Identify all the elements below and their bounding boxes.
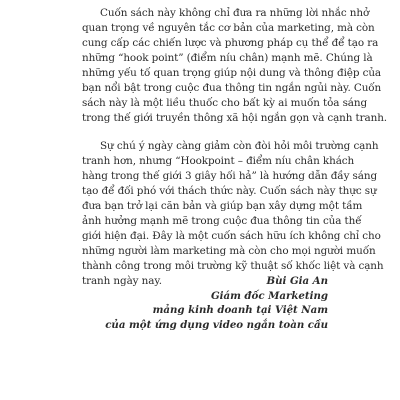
paragraph-1: [82, 6, 387, 126]
text-line: quan trọng về nguyên tắc cơ bản của marketing, mà còn: [82, 22, 375, 34]
author-name: Bùi Gia An: [266, 275, 328, 287]
author-signature: [105, 274, 328, 332]
text-line: tranh hơn, nhưng “Hookpoint – điểm níu chân khách: [82, 155, 355, 167]
text-line: thành công trong môi trường kỹ thuật số khốc liệt và cạnh: [82, 260, 384, 272]
text-line: giới hiện đại. Đây là một cuốn sách hữu ích không chỉ cho: [82, 230, 381, 242]
paragraph-2: [82, 139, 384, 289]
text-line: Sự chú ý ngày càng giảm còn đòi hỏi môi trường cạnh: [100, 140, 379, 152]
text-line: hàng trong thế giới 3 giây hối hả” là hướng dẫn đầy sáng: [82, 170, 378, 182]
author-affiliation-line-1: mảng kinh doanh tại Việt Nam: [152, 304, 328, 316]
text-line: đưa bạn trở lại căn bản và giúp bạn xây dựng một tầm: [82, 200, 363, 212]
text-line: Cuốn sách này không chỉ đưa ra những lời nhắc nhở: [100, 7, 370, 19]
author-affiliation-line-2: của một ứng dụng video ngắn toàn cầu: [105, 318, 328, 331]
text-line: sách này là một liều thuốc cho bất kỳ ai muốn tỏa sáng: [82, 97, 368, 109]
text-line: những “hook point” (điểm níu chân) mạnh mẽ. Chúng là: [82, 52, 373, 64]
author-title: Giám đốc Marketing: [210, 289, 328, 302]
paragraph-spacer: [82, 126, 337, 139]
text-line: trong thế giới truyền thông xã hội ngắn gọn và cạnh tranh.: [82, 112, 387, 124]
text-line: bạn nổi bật trong cuộc đua thông tin ngắn ngủi này. Cuốn: [82, 82, 382, 94]
text-line: ảnh hưởng mạnh mẽ trong cuộc đua thông tin của thế: [82, 215, 362, 227]
text-line: tạo để đối phó với thách thức này. Cuốn sách này thực sự: [82, 185, 377, 197]
text-line: tranh ngày nay.: [82, 275, 162, 287]
text-line: cung cấp các chiến lược và phương pháp cụ thể để tạo ra: [82, 37, 379, 49]
text-line: những người làm marketing mà còn cho mọi người muốn: [82, 245, 376, 257]
text-line: những yếu tố quan trọng giúp nội dung và thông điệp của: [82, 67, 381, 79]
